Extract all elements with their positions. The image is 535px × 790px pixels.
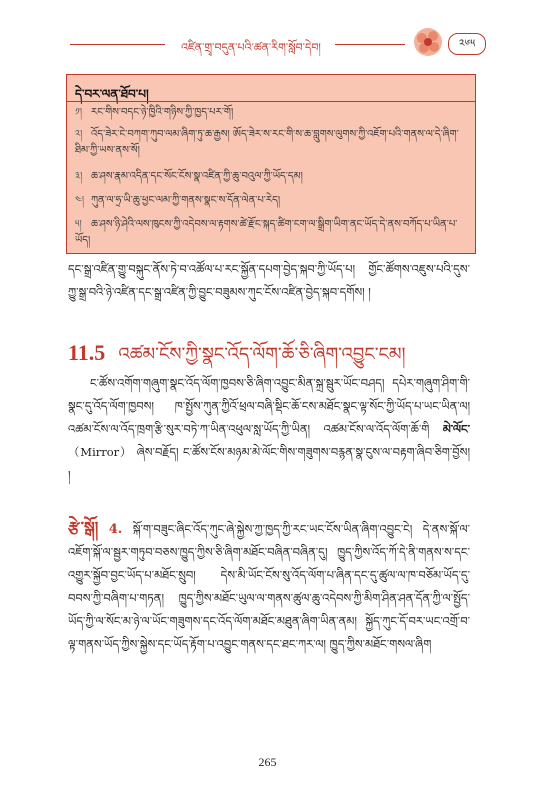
item-marker: ༣། <box>75 171 83 182</box>
section-heading <box>68 335 470 367</box>
mirror-term-english: （Mirror） <box>68 445 133 459</box>
activity-number: 4. <box>108 522 123 537</box>
flower-ornament-icon <box>410 24 446 60</box>
paragraph-end-mark: ། <box>368 285 371 299</box>
item-text: ཀུན་ལ་ཧྲ་ཡི་ཆུ་ཕྱང་ལམ་ཀྱི་གནས་སྣང་ས་དོན་ལེན་པ་རེད། <box>91 195 281 206</box>
summary-item <box>75 217 467 249</box>
section-number: 11.5 <box>68 340 106 365</box>
summary-item <box>75 127 467 159</box>
item-text: འོད་ཟེར་ངེ་བཀག་ཀུབ་ལམ་ཞིག་ཏུ་ཆ་རྒྱས། ཨོད་ཟེར་ས་རང་གི་ས་ཆ་བླུགས་ལུགས་ཀྱི་འཇོག་པའི་གནས་ལ་དེ་ཞིག་ཐིམ་ཀྱི་ཡས་ནས་སོ། <box>75 129 459 156</box>
summary-box-title: དེ་བར་ལན་ཐོབ་པ། <box>75 87 149 101</box>
intro-paragraph <box>68 258 470 308</box>
item-marker: ༢། <box>75 129 83 140</box>
intro-text: དང་སྒྲ་འཛིན་གྱུ་བསྐུང་ནོས་ཏེ་བ་འཚོལ་པ་རང་སྐྱོན་དཔག་བྱེད་སྐབ་ཀྱི་ཡོད་པ། གྱོང་ཚོགས་འཇུས་པའི་དུས་ཀྱུ་སྒྲ་བའི་ཉེ་འཛིན་དང་སྒྲ་འཛིན་ཀྱི་བྱུང་བཟུམས་ཀུང་ངོས་འཛིན་བྱེད་སྐབ་དགོས། <box>68 262 470 299</box>
paragraph-text: ང་ཚོས་འགོག་གཞུག་སྣང་འོད་ལོག་ཁྱབས་ཅི་ཞིག་འབྱུང་མིན་སྐྲ་སྦུར་ཡོང་བཤད། དཔེར་གཞུག་ཤིག་གི་སྣང་དུ་འོད་ལོག་ཁྱབས། ཁ་སྤྱོས་ཀུན་ཀྱིའོ་ཕྲལ་བཞི་སྡིང་ཆོ་ངས་མཐོང་སྣང་ལྟ་སོང་ཀྱི་ཡོད་པ་ཡང་ཡིན་ལ། འཚམ་ངོས་ལ་འོད་ཁྲག་རྩི་སུར་བཏེ་ཀ་ཡིན་འཕུལ་སླ་ཡོད་ཀྱི་ཡིན། འཚམ་ངོས་ལ་འོད་ལོག་ཆོ་གི <box>68 376 470 436</box>
item-text: ཆ་ཤས་ཉི་ཤེའི་ལས་ཁུངས་ཀྱི་འདེབས་ལ་རྟགས་ཚེ་རྫོང་སྐད་ཚིག་ངག་ལ་སྒྲིག་ཡིག་ནང་ཡོད་དེ་ནས་བཀོད་པ་ཡིན་པ་ཡོད། <box>75 219 458 246</box>
activity-label: རྩེ་སྒོ། <box>68 518 99 537</box>
summary-box <box>66 74 476 254</box>
page-tag: ༢༦༥ <box>448 33 486 55</box>
item-marker: ༡། <box>75 107 83 118</box>
item-marker: ༤། <box>75 195 85 206</box>
body-paragraph <box>68 372 470 512</box>
running-header-title: འཛིན་གྲྭ་བདུན་པའི་ཚན་རིག་སློབ་དེབ། <box>181 41 321 54</box>
mirror-term: མེ་ལོང་ <box>442 422 470 436</box>
section-title: འཚམ་ངོས་ཀྱི་སྣང་འོད་ལོག་ཆོ་ཅི་ཞིག་འབྱུང་ངམ། <box>118 344 406 365</box>
item-text: ཆ་ཤས་རྣམ་འདིན་དང་སོང་ངོས་སྣ་འཛིན་ཀྱི་ཆུ་བའུལ་ཀྱི་ཡོད་དམ། <box>91 171 303 182</box>
activity-text: སྐོ་ག་བཟུང་ཞིང་འོད་ཀུང་ཞེ་སྐྱེས་ཀྱ་ཁྱད་ཀྱི་རང་ཡང་ངོས་ཡིན་ཞིག་འབྱུང་ངེ། དེ་ནས་སྐོ་ལ་འཇོག་སྐོ་ལ་སྦྱར་གཏུབ་བཅས་ཁྱུད་ཀྱིས་ཅི་ཞིག་མཐོང་བཞིན་བཞིན་དུ། ཁྱུད་ཀྱིས་འོད་ཀོ་དེ་ནི་གནས་ས་དང་འགྱུར་སྐྱོབ་བྱང་ཡོད་པ་མཐོང་སྲུབ། དེས་མི་ཡོང་ངོས་སུ་འོད་ལོག་པ་ཞིན་དང་དུ་ཚུལ་ལ་ཁ་བཅོམ་ཡོད་དུ་བབས་ཀྱི་བཞིག་པ་གཏན། ཁྱུད་ཀྱིས་མཐོང་ཡུལ་ལ་གནས་ཚུལ་ཆུ་འདེབས་ཀྱི་མིག་ཤིན་ཤན་དོན་ཀྱི་ལ་སྤྱོད་ཡོད་ཀྱི་ལ་སོང་མ་ཉེ་ལ་ཡོང་གཟུགས་དང་འོད་ལོག་མཐོང་མཐུན་ཞིག་ཡིན་ནམ། སྐྱོད་ཀུང་དོ་བར་ཡང་འགྲོ་བ་ལྟ་གནས་ཡོད་ཀྱིས་སྐྱེས་དང་ཡོད་རྟོག་པ་འབྱུང་གནས་དང་ཐང་ཀར་ལ། ཁྱུད་ཀྱིས་མཐོང་གསལ་ཞིག <box>68 522 470 651</box>
summary-item <box>75 169 467 185</box>
activity-paragraph <box>68 516 470 746</box>
item-marker: ༥། <box>75 219 82 230</box>
header-rule-right <box>335 44 405 45</box>
summary-item <box>75 105 467 121</box>
page-number: 265 <box>258 755 277 769</box>
summary-box-rule <box>67 101 475 102</box>
header-rule-left <box>70 44 165 45</box>
summary-item <box>75 193 467 209</box>
item-text: རང་གིས་བདང་ཉེ་ཁྱིའི་གཉིས་ཀྱི་ཁྱད་པར་གོ། <box>91 107 234 118</box>
paragraph-end-mark: ། <box>68 468 71 482</box>
paragraph-tail: ཞེས་བརྗོད། ང་ཚོས་ངོས་མཉམ་མེ་ལོང་གིས་གཟུགས་བརྙན་སྣ་ངུས་ལ་བརྟག་ཞིབ་ཅིག་བྱོས། <box>136 445 470 459</box>
